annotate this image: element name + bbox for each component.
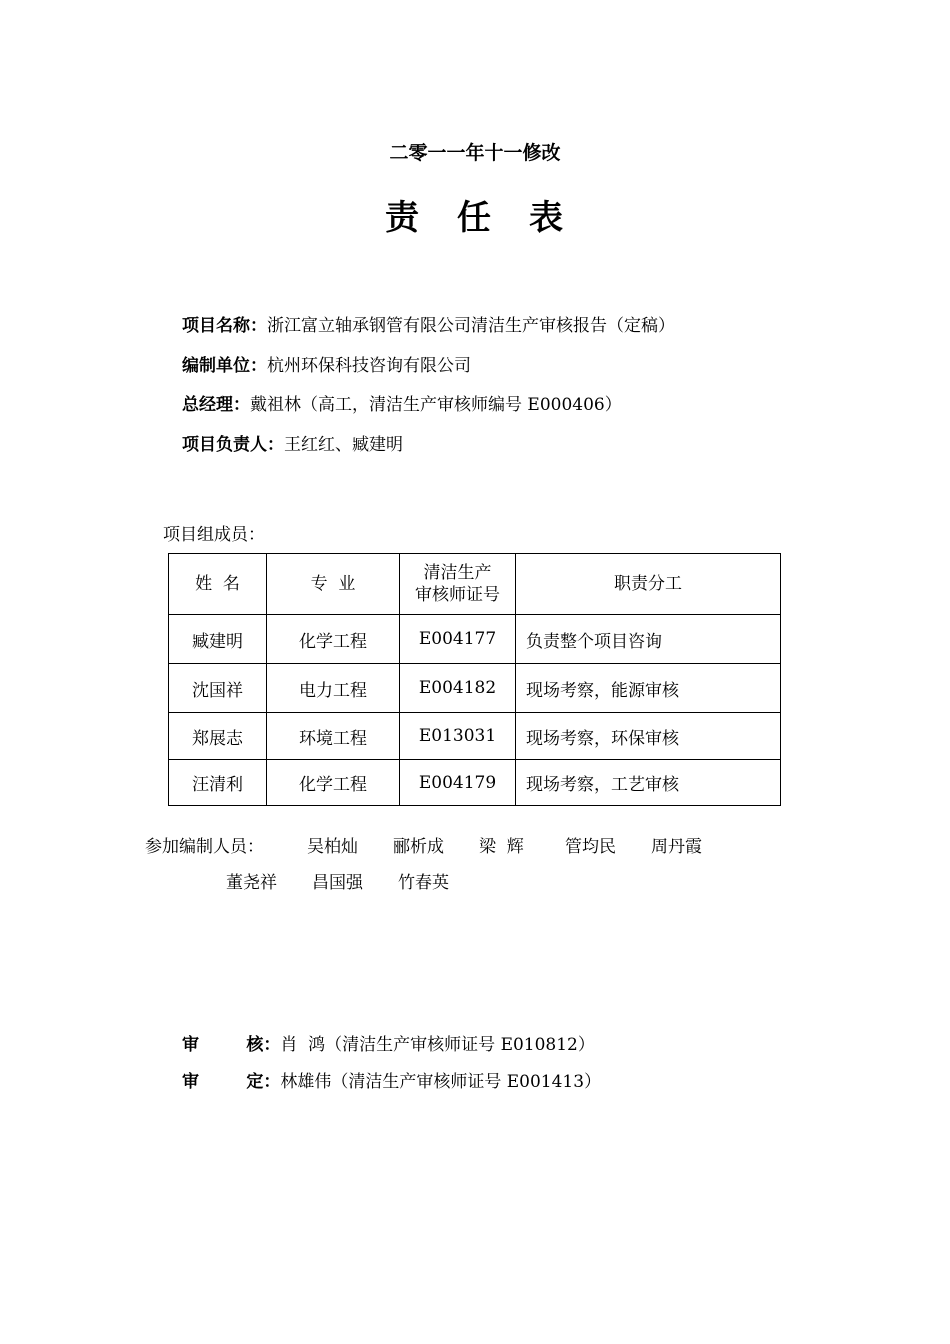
title-char: 表 [529,198,565,238]
member-cert: E004182 [400,664,516,713]
info-value: 戴祖林（高工，清洁生产审核师编号 E000406） [250,395,622,415]
members-label: 项目组成员： [163,525,265,545]
review-label: 审 核： [182,1035,281,1055]
member-duty: 现场考察，能源审核 [516,664,781,713]
info-label: 总经理： [182,395,250,415]
review-approval [182,1067,601,1092]
header-major: 专 业 [267,554,400,615]
info-label: 项目负责人： [182,435,284,455]
title-char: 任 [457,198,493,238]
header-cert-line1: 清洁生产 [423,563,492,583]
member-name: 汪清利 [169,760,267,806]
table-header-row [169,554,781,615]
header-duty: 职责分工 [516,554,781,615]
member-name: 臧建明 [169,615,267,664]
editor-name: 管均民 [565,837,616,857]
member-name: 沈国祥 [169,664,267,713]
table-row [169,615,781,664]
info-label: 编制单位： [182,356,267,376]
member-duty: 负责整个项目咨询 [516,615,781,664]
table-row [169,760,781,806]
info-label: 项目名称： [182,316,267,336]
info-value: 浙江富立轴承钢管有限公司清洁生产审核报告（定稿） [267,316,675,336]
member-duty: 现场考察，环保审核 [516,713,781,760]
editor-name: 昌国强 [312,873,363,893]
editor-name: 董尧祥 [226,873,277,893]
editors-label: 参加编制人员： [145,837,264,857]
document-subtitle: 二零一一年十一修改 [389,142,561,164]
member-major: 环境工程 [267,713,400,760]
review-value: 林雄伟（清洁生产审核师证号 E001413） [280,1072,602,1092]
member-name: 郑展志 [169,713,267,760]
review-value: 肖 鸿（清洁生产审核师证号 E010812） [280,1035,595,1055]
table-row [169,664,781,713]
member-cert: E004179 [400,760,516,806]
editor-name: 吴柏灿 [307,837,358,857]
member-major: 电力工程 [267,664,400,713]
editor-name: 梁 辉 [479,837,524,857]
review-audit [182,1030,595,1055]
review-label: 审 定： [182,1072,281,1092]
document-title [0,190,950,239]
info-value: 杭州环保科技咨询有限公司 [267,356,471,376]
editor-name: 周丹霞 [651,837,702,857]
member-cert: E013031 [400,713,516,760]
member-duty: 现场考察，工艺审核 [516,760,781,806]
header-cert [400,554,516,615]
members-table [168,553,781,806]
member-major: 化学工程 [267,615,400,664]
info-general-manager [182,393,622,417]
member-major: 化学工程 [267,760,400,806]
info-project-leader [182,433,403,457]
info-compiler [182,354,471,378]
header-cert-line2: 审核师证号 [415,585,500,605]
header-name: 姓 名 [169,554,267,615]
editor-name: 竹春英 [398,873,449,893]
title-char: 责 [385,198,421,238]
info-project-name [182,314,675,338]
member-cert: E004177 [400,615,516,664]
editor-name: 郦析成 [393,837,444,857]
info-value: 王红红、臧建明 [284,435,403,455]
table-row [169,713,781,760]
